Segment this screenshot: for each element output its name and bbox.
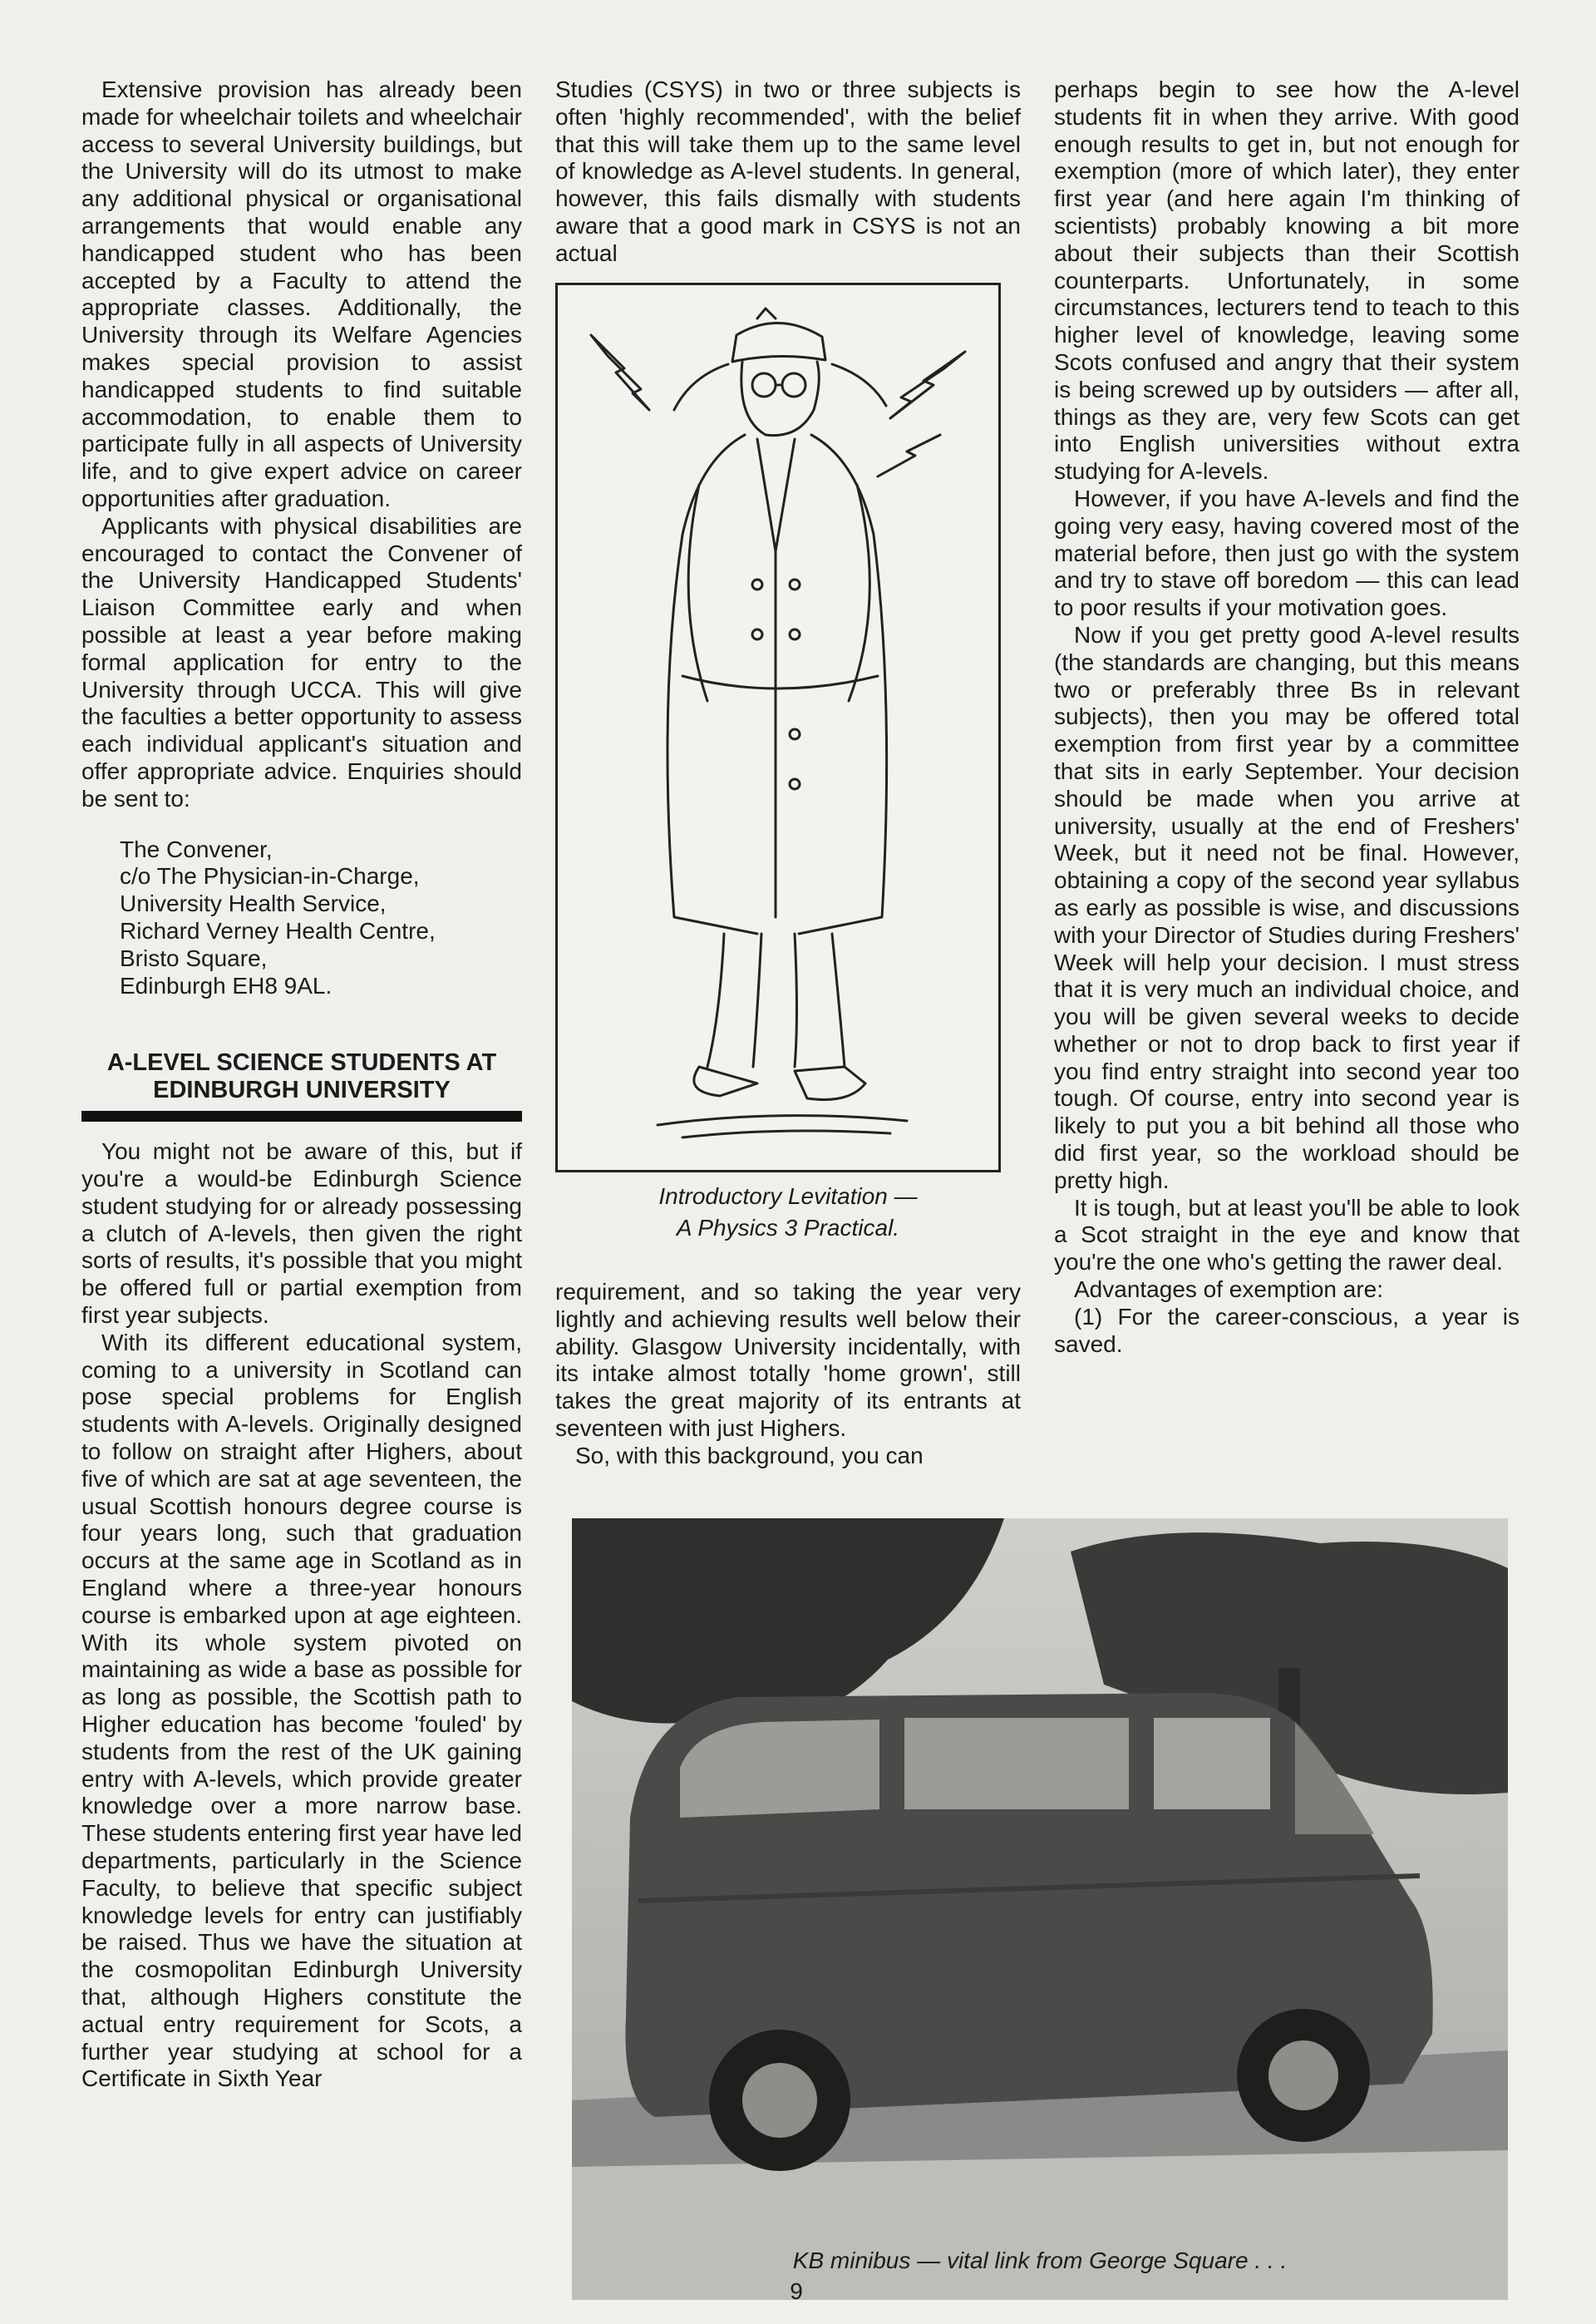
- minibus-photo: [572, 1518, 1508, 2300]
- cartoon-caption: [555, 1181, 1021, 1244]
- column-2-bottom: [555, 1279, 1021, 1470]
- address-line: Bristo Square,: [120, 945, 268, 971]
- paragraph: So, with this background, you can: [575, 1442, 924, 1468]
- paragraph: Advantages of exemption are:: [1074, 1276, 1384, 1303]
- caption-line: A Physics 3 Practical.: [676, 1215, 900, 1241]
- heading-line: A-LEVEL SCIENCE STUDENTS AT: [106, 1049, 497, 1077]
- paragraph: You might not be aware of this, but if you're a would-be Edinburgh Science student studying for or already possessing a clutch of A-levels, then given the right sorts of results, it's possible that you might be offered full or partial exemption from first year subjects.: [81, 1138, 522, 1329]
- caption-line: Introductory Levitation —: [658, 1183, 918, 1209]
- column-2-top: [555, 76, 1021, 268]
- address-line: c/o The Physician-in-Charge,: [120, 863, 420, 890]
- address-line: Edinburgh EH8 9AL.: [120, 972, 332, 999]
- paragraph: requirement, and so taking the year very lightly and achieving results well below their ability. Glasgow University incidentally, with its intake almost totally 'home grown', still takes the great majority of its entrants at seventeen with just Highers.: [555, 1279, 1021, 1441]
- paragraph: However, if you have A-levels and find the going very easy, having covered most of the material before, then just go with the system and try to stave off boredom — this can lead to poor results if your motivation goes.: [1054, 485, 1520, 621]
- heading-rule: [81, 1111, 522, 1122]
- column-3: [1054, 76, 1520, 1358]
- minibus-image: [572, 1518, 1508, 2300]
- address-line: The Convener,: [120, 836, 273, 862]
- address-line: Richard Verney Health Centre,: [120, 917, 436, 944]
- section-heading: [81, 1049, 522, 1104]
- paragraph: Studies (CSYS) in two or three subjects is often 'highly recommended', with the belief that this will take them up to the same level of knowledge as A-level students. In general, however, this fails dismally with students aware that a good mark in CSYS is not an actual: [555, 76, 1021, 266]
- paragraph: (1) For the career-conscious, a year is saved.: [1054, 1303, 1520, 1357]
- levitating-scientist-drawing: [558, 285, 998, 1170]
- paragraph: Applicants with physical disabilities are encouraged to contact the Convener of the University Handicapped Students' Liaison Committee early and when possible at least a year before making formal application for entry to the University through UCCA. This will give the faculties a better opportunity to assess each individual applicant's situation and offer appropriate advice. Enquiries should be sent to:: [81, 512, 522, 812]
- paragraph: Now if you get pretty good A-level results (the standards are changing, but this means two or preferably three Bs in relevant subjects), then you may be offered total exemption from first year by a committee that sits in early September. Your decision should be made when you arrive at university, usually at the end of Freshers' Week, but it need not be final. However, obtaining a copy of the second year syllabus as early as possible is wise, and discussions with your Director of Studies during Freshers' Week will help your decision. I must stress that it is very much an individual choice, and you will be given several weeks to decide whether or not to drop back to first year if you find entry straight into second year too tough. Of course, entry into second year is likely to put you a bit behind all those who did first year, so the workload should be pretty high.: [1054, 621, 1520, 1193]
- page-number: 9: [790, 2278, 803, 2304]
- heading-line: EDINBURGH UNIVERSITY: [153, 1077, 451, 1104]
- cartoon-illustration: [555, 283, 1001, 1172]
- paragraph: Extensive provision has already been made for wheelchair toilets and wheelchair access to several University buildings, but the University will do its utmost to make any additional physical or organisational arrangements that would enable any handicapped student who has been accepted by a Faculty to attend the appropriate classes. Additionally, the University through its Welfare Agencies makes special provision to assist handicapped students to find suitable accommodation, to enable them to participate fully in all aspects of University life, and to give expert advice on career opportunities after graduation.: [81, 76, 522, 511]
- paragraph: It is tough, but at least you'll be able to look a Scot straight in the eye and know that you're the one who's getting the rawer deal.: [1054, 1194, 1520, 1275]
- address-line: University Health Service,: [120, 891, 387, 917]
- column-1: [81, 76, 522, 2093]
- paragraph: With its different educational system, coming to a university in Scotland can pose special problems for English students with A-levels. Originally designed to follow on straight after Highers, about five of which are sat at age seventeen, the usual Scottish honours degree course is four years long, such that graduation occurs at the same age in Scotland as in England where a three-year honours course is embarked upon at age eighteen. With its whole system pivoted on maintaining as wide a base as possible for as long as possible, the Scottish path to Higher education has become 'fouled' by students from the rest of the UK gaining entry with A-levels, which provide greater knowledge over a more narrow base. These students entering first year have led departments, particularly in the Science Faculty, to believe that specific subject knowledge levels for entry can justifiably be raised. Thus we have the situation at the cosmopolitan Edinburgh University that, although Highers constitute the actual entry requirement for Scots, a further year studying at school for a Certificate in Sixth Year: [81, 1329, 522, 2092]
- paragraph: perhaps begin to see how the A-level students fit in when they arrive. With good enough results to get in, but not enough for exemption (more of which later), they enter first year (and here again I'm thinking of scientists) probably knowing a bit more about their subjects than their Scottish counterparts. Unfortunately, in some circumstances, lecturers tend to teach to this higher level of knowledge, leaving some Scots confused and angry that their system is being screwed up by outsiders — after all, things as they are, very few Scots can get into English universities without extra studying for A-levels.: [1054, 76, 1520, 485]
- address-block: [120, 836, 522, 1000]
- photo-caption: KB minibus — vital link from George Square . . .: [792, 2248, 1288, 2273]
